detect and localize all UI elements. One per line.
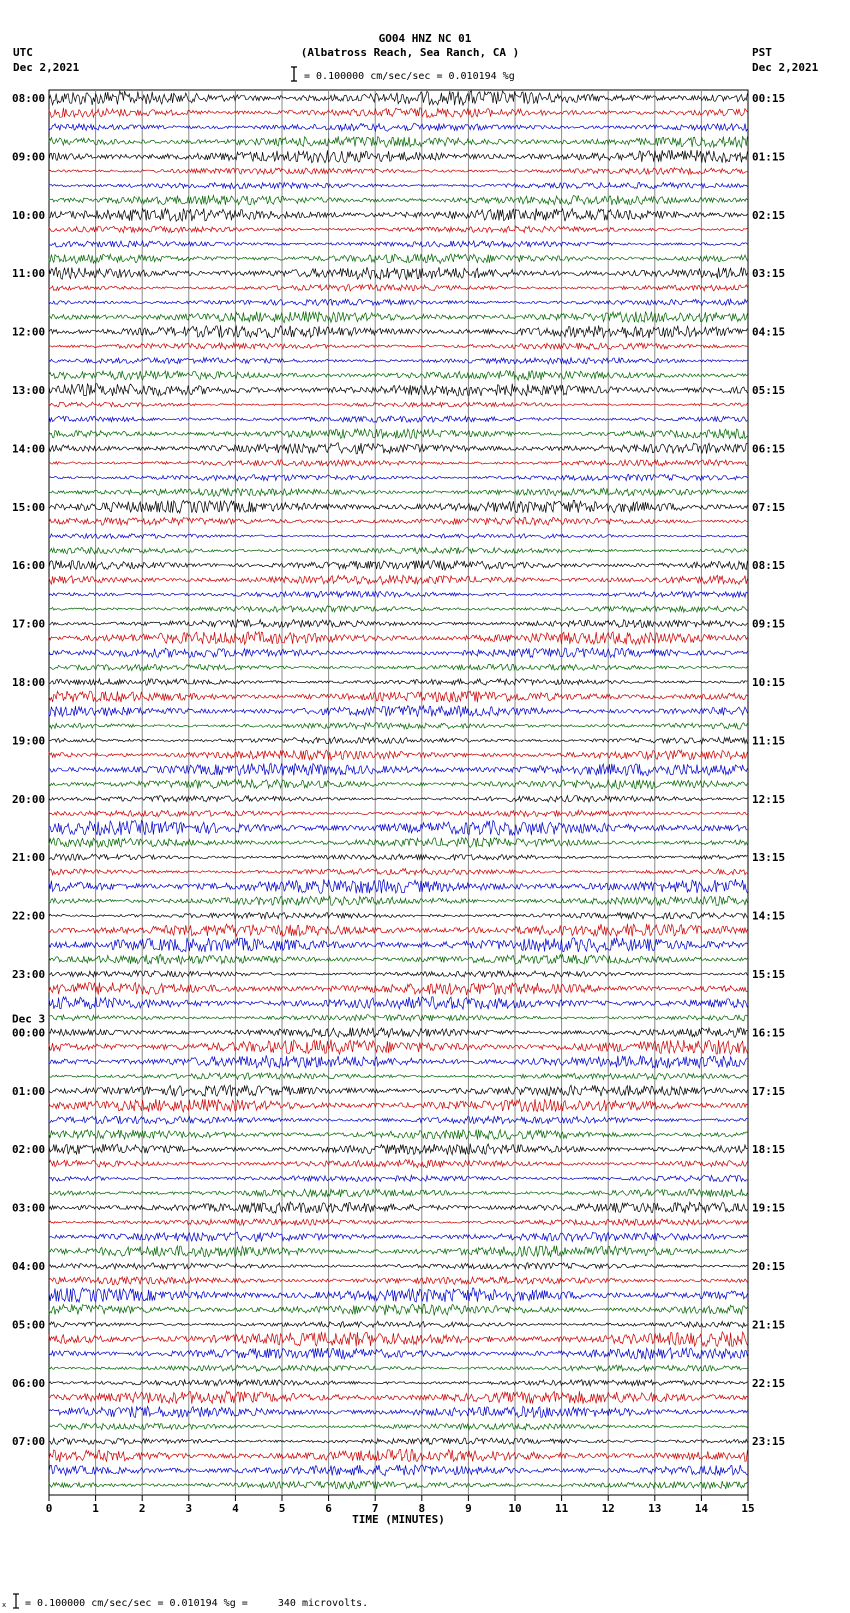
pst-hour-label: 09:15 xyxy=(752,617,786,631)
seismic-trace xyxy=(49,1040,747,1055)
seismic-trace xyxy=(49,1015,747,1021)
seismic-trace xyxy=(49,912,747,918)
seismic-trace xyxy=(49,997,747,1009)
utc-hour-label: 18:00 xyxy=(12,676,46,689)
seismic-trace xyxy=(49,983,747,996)
x-tick-label: 9 xyxy=(465,1502,472,1515)
seismic-trace xyxy=(49,1175,747,1181)
seismic-trace xyxy=(49,1232,747,1241)
seismic-trace xyxy=(49,285,747,292)
pst-hour-label: 19:15 xyxy=(752,1201,786,1215)
seismic-trace xyxy=(49,664,747,670)
pst-hour-label: 18:15 xyxy=(752,1143,786,1157)
x-tick-label: 6 xyxy=(325,1502,332,1515)
station-title: GO04 HNZ NC 01 xyxy=(378,32,472,45)
pst-hour-label: 12:15 xyxy=(752,792,786,806)
seismic-trace xyxy=(49,560,747,570)
seismic-trace xyxy=(49,358,747,365)
x-tick-label: 2 xyxy=(138,1502,146,1515)
utc-hour-label: 08:00 xyxy=(12,92,46,105)
seismic-trace xyxy=(49,838,747,848)
seismic-trace xyxy=(49,371,747,381)
utc-hour-label: 06:00 xyxy=(12,1376,46,1390)
seismic-trace xyxy=(49,1465,747,1476)
x-tick-label: 1 xyxy=(92,1502,99,1515)
pst-hour-label: 04:15 xyxy=(752,325,786,339)
footer-scale-note: = 0.100000 cm/sec/sec = 0.010194 %g = 340 microvolts. xyxy=(25,1598,369,1609)
seismic-trace xyxy=(49,325,747,338)
seismic-trace xyxy=(49,474,747,481)
seismic-trace xyxy=(49,606,747,612)
seismic-trace xyxy=(49,1348,747,1359)
seismic-trace xyxy=(49,1365,747,1371)
seismic-trace xyxy=(49,591,747,597)
seismic-trace xyxy=(49,1144,747,1155)
pst-hour-label: 20:15 xyxy=(752,1260,786,1273)
station-location: (Albatross Reach, Sea Ranch, CA ) xyxy=(300,46,520,59)
seismic-trace xyxy=(49,955,747,965)
pst-hour-label: 23:15 xyxy=(752,1435,786,1449)
utc-hour-label: 00:00 xyxy=(12,1026,46,1040)
x-tick-label: 5 xyxy=(278,1502,286,1515)
utc-hour-label: 19:00 xyxy=(12,734,46,748)
utc-hour-label: 22:00 xyxy=(12,909,46,923)
seismic-trace xyxy=(49,1380,747,1386)
utc-hour-label: 21:00 xyxy=(12,851,46,865)
seismic-trace xyxy=(49,1321,747,1327)
seismic-trace xyxy=(49,869,747,875)
x-tick-label: 11 xyxy=(554,1502,569,1515)
pst-hour-label: 11:15 xyxy=(752,734,786,748)
x-tick-label: 3 xyxy=(185,1502,193,1515)
seismic-trace xyxy=(49,123,747,131)
x-tick-label: 7 xyxy=(371,1502,379,1515)
seismic-trace xyxy=(49,1263,747,1270)
pst-hour-label: 03:15 xyxy=(752,267,786,281)
pst-hour-label: 16:15 xyxy=(752,1026,786,1040)
seismic-trace xyxy=(49,938,747,952)
seismic-trace xyxy=(49,620,747,628)
seismic-trace xyxy=(49,416,747,422)
seismic-trace xyxy=(49,679,747,686)
left-date: Dec 2,2021 xyxy=(13,61,80,74)
seismic-trace xyxy=(49,1219,747,1226)
seismic-trace xyxy=(49,1288,747,1302)
pst-hour-label: 05:15 xyxy=(752,384,786,397)
seismic-trace xyxy=(49,402,747,407)
seismic-trace xyxy=(49,150,747,163)
x-tick-label: 14 xyxy=(694,1502,709,1515)
seismic-trace xyxy=(49,91,747,105)
seismic-trace xyxy=(49,1406,747,1417)
seismic-trace xyxy=(49,796,747,802)
pst-hour-label: 15:15 xyxy=(752,968,786,981)
date-change-label: Dec 3 xyxy=(12,1012,46,1026)
seismic-trace xyxy=(49,343,747,349)
seismic-trace xyxy=(49,879,747,893)
seismic-trace xyxy=(49,500,747,513)
seismic-trace xyxy=(49,1438,747,1444)
seismic-trace xyxy=(49,575,747,584)
seismic-trace xyxy=(49,648,747,658)
utc-hour-label: 01:00 xyxy=(12,1084,46,1098)
pst-hour-label: 01:15 xyxy=(752,150,786,164)
utc-hour-label: 14:00 xyxy=(12,442,46,456)
seismic-trace xyxy=(49,821,747,836)
x-tick-label: 10 xyxy=(508,1502,522,1515)
seismic-trace xyxy=(49,108,747,118)
seismic-trace xyxy=(49,208,747,221)
pst-hour-label: 21:15 xyxy=(752,1318,786,1332)
seismic-trace xyxy=(49,750,747,760)
seismic-trace xyxy=(49,1116,747,1124)
x-tick-label: 8 xyxy=(418,1502,426,1515)
seismic-trace xyxy=(49,182,747,188)
seismic-trace xyxy=(49,723,747,729)
scale-text: = 0.100000 cm/sec/sec = 0.010194 %g xyxy=(304,71,515,82)
seismic-trace xyxy=(49,1424,747,1430)
x-tick-label: 0 xyxy=(45,1502,53,1515)
seismic-trace xyxy=(49,254,747,264)
pst-hour-label: 08:15 xyxy=(752,559,786,573)
seismic-trace xyxy=(49,632,747,645)
seismic-trace xyxy=(49,429,747,439)
seismic-trace xyxy=(49,1130,747,1140)
seismic-trace xyxy=(49,706,747,717)
seismic-trace xyxy=(49,924,747,937)
seismic-trace xyxy=(49,195,747,205)
pst-hour-label: 00:15 xyxy=(752,92,786,105)
utc-hour-label: 03:00 xyxy=(12,1201,46,1215)
seismic-trace xyxy=(49,1202,747,1213)
seismic-trace xyxy=(49,299,747,305)
seismic-trace xyxy=(49,1391,747,1404)
footer-scale-bar-icon xyxy=(2,1593,24,1609)
pst-hour-label: 07:15 xyxy=(752,500,786,514)
seismic-trace xyxy=(49,1277,747,1285)
seismic-trace xyxy=(49,136,747,147)
seismic-trace xyxy=(49,1189,747,1197)
svg-text:x: x xyxy=(2,1601,7,1609)
utc-hour-label: 17:00 xyxy=(12,617,46,631)
seismic-trace xyxy=(49,460,747,466)
seismic-trace xyxy=(49,1246,747,1257)
pst-hour-label: 14:15 xyxy=(752,909,786,923)
seismic-trace xyxy=(49,488,747,496)
seismic-trace xyxy=(49,1332,747,1347)
x-tick-label: 15 xyxy=(741,1502,755,1515)
seismic-trace xyxy=(49,547,747,554)
utc-hour-label: 02:00 xyxy=(12,1143,46,1157)
pst-hour-label: 02:15 xyxy=(752,208,786,222)
seismic-trace xyxy=(49,810,747,816)
seismic-trace xyxy=(49,226,747,233)
seismic-trace xyxy=(49,1481,747,1489)
left-timezone: UTC xyxy=(13,46,33,59)
seismic-trace xyxy=(49,896,747,905)
seismic-trace xyxy=(49,1073,747,1079)
pst-hour-label: 17:15 xyxy=(752,1084,786,1098)
seismic-trace xyxy=(49,691,747,702)
seismic-trace xyxy=(49,241,747,247)
right-timezone: PST xyxy=(752,46,772,59)
seismic-trace xyxy=(49,1449,747,1462)
pst-hour-label: 13:15 xyxy=(752,851,786,865)
seismic-trace xyxy=(49,854,747,860)
seismic-trace xyxy=(49,779,747,789)
right-date: Dec 2,2021 xyxy=(752,61,819,74)
utc-hour-label: 23:00 xyxy=(12,968,46,981)
utc-hour-label: 07:00 xyxy=(12,1435,46,1449)
x-tick-label: 4 xyxy=(232,1502,239,1515)
seismic-trace xyxy=(49,267,747,279)
plot-frame xyxy=(49,90,748,1495)
seismic-trace xyxy=(49,1085,747,1096)
utc-hour-label: 15:00 xyxy=(12,500,46,514)
seismic-trace xyxy=(49,517,747,525)
seismic-trace xyxy=(49,1099,747,1112)
seismic-trace xyxy=(49,534,747,539)
seismic-trace xyxy=(49,1160,747,1168)
pst-hour-label: 22:15 xyxy=(752,1376,786,1390)
utc-hour-label: 16:00 xyxy=(12,559,46,573)
seismic-trace xyxy=(49,443,747,454)
utc-hour-label: 12:00 xyxy=(12,325,46,339)
seismic-trace xyxy=(49,737,747,743)
utc-hour-label: 04:00 xyxy=(12,1260,46,1273)
seismic-trace xyxy=(49,763,747,776)
pst-hour-label: 06:15 xyxy=(752,442,786,456)
utc-hour-label: 20:00 xyxy=(12,792,46,806)
x-tick-label: 13 xyxy=(648,1502,662,1515)
pst-hour-label: 10:15 xyxy=(752,676,786,689)
seismic-trace xyxy=(49,311,747,322)
utc-hour-label: 09:00 xyxy=(12,150,46,164)
utc-hour-label: 05:00 xyxy=(12,1318,46,1332)
utc-hour-label: 11:00 xyxy=(12,267,46,281)
seismic-trace xyxy=(49,1055,747,1068)
utc-hour-label: 13:00 xyxy=(12,384,46,397)
seismic-trace xyxy=(49,1304,747,1315)
utc-hour-label: 10:00 xyxy=(12,208,46,222)
seismic-trace xyxy=(49,384,747,397)
x-tick-label: 12 xyxy=(601,1502,615,1515)
seismic-trace xyxy=(49,971,747,977)
seismic-trace xyxy=(49,168,747,175)
x-axis-label: TIME (MINUTES) xyxy=(352,1513,445,1526)
seismic-trace xyxy=(49,1028,747,1038)
